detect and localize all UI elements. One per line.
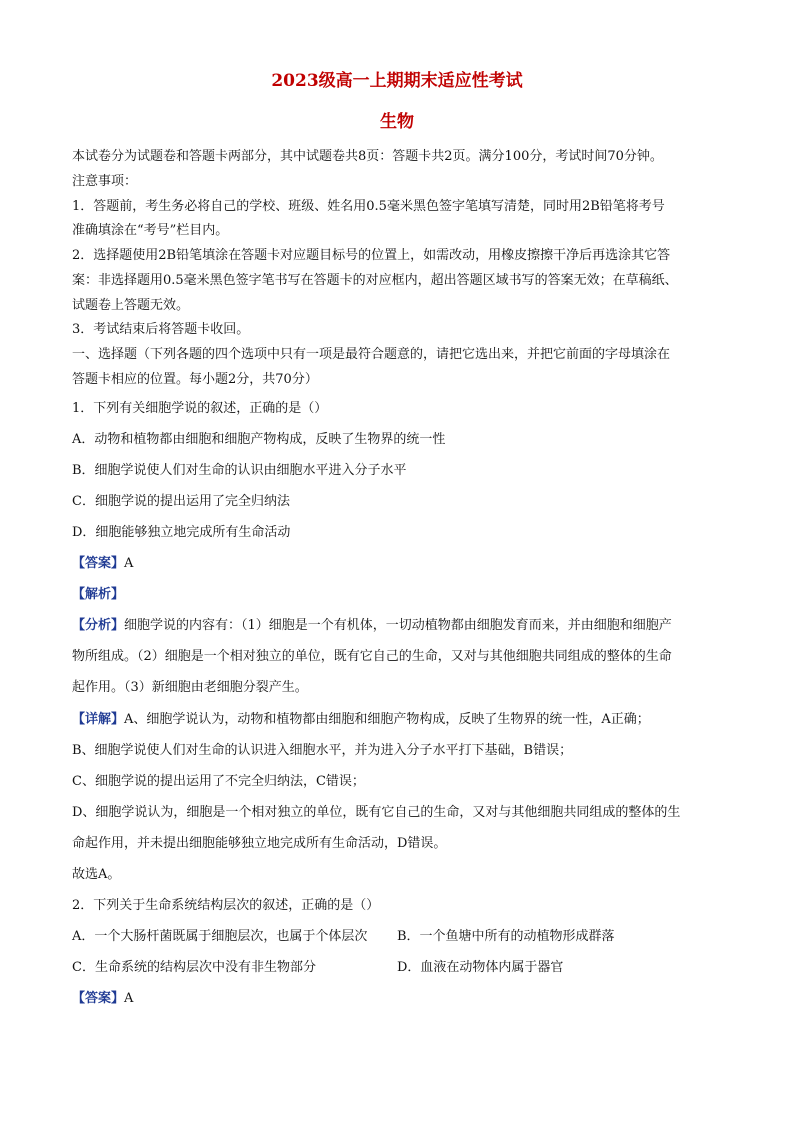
note3: 3．考试结束后将答题卡收回。 <box>72 322 250 337</box>
q1-detail-d-line2: 命起作用，并未提出细胞能够独立地完成所有生命活动，D错误。 <box>72 836 447 851</box>
answer-value: A <box>124 556 134 571</box>
q2-stem: 2．下列关于生命系统结构层次的叙述，正确的是（） <box>72 898 380 913</box>
answer-tag: 【答案】 <box>72 556 125 571</box>
q1-option-c: C．细胞学说的提出运用了完全归纳法 <box>72 494 290 509</box>
q1-option-a: A．动物和植物都由细胞和细胞产物构成，反映了生物界的统一性 <box>72 432 446 447</box>
q1-detail-c: C、细胞学说的提出运用了不完全归纳法，C错误； <box>72 774 365 789</box>
q1-answer <box>72 555 732 573</box>
note2-line2: 案：非选择题用0.5毫米黑色签字笔书写在答题卡的对应框内，超出答题区域书写的答案无效；在草稿纸、 <box>72 273 678 288</box>
q2-answer <box>72 990 732 1008</box>
note2-line3: 试题卷上答题无效。 <box>72 298 190 313</box>
fenxi-text: 细胞学说的内容有：（1）细胞是一个有机体，一切动植物都由细胞发育而来，并由细胞和细胞产 <box>124 618 672 633</box>
q1-conclusion: 故选A。 <box>72 867 121 882</box>
q1-fenxi-line1 <box>72 617 732 635</box>
q1-stem: 1．下列有关细胞学说的叙述，正确的是（） <box>72 401 328 416</box>
q1-detail-a <box>72 711 732 729</box>
notes-heading: 注意事项： <box>72 174 138 189</box>
exam-title: 2023级高一上期期末适应性考试 <box>271 71 523 91</box>
detail-tag: 【详解】 <box>72 712 125 727</box>
q1-option-b: B．细胞学说使人们对生命的认识由细胞水平进入分子水平 <box>72 463 407 478</box>
q1-detail-d-line1: D、细胞学说认为，细胞是一个相对独立的单位，既有它自己的生命，又对与其他细胞共同组成的整体的生 <box>72 805 681 820</box>
q2-option-d: D．血液在动物体内属于器官 <box>397 960 564 975</box>
q1-fenxi-line2: 物所组成。（2）细胞是一个相对独立的单位，既有它自己的生命，又对与其他细胞共同组成的整体的生命 <box>72 649 672 664</box>
note2-line1: 2．选择题使用2B铅笔填涂在答题卡对应题目标号的位置上，如需改动，用橡皮擦擦干净后再选涂其它答 <box>72 248 671 263</box>
q2-options-row2 <box>72 959 732 977</box>
analysis-tag: 【解析】 <box>72 587 125 602</box>
q2-options-row1 <box>72 928 732 946</box>
q1-analysis-heading <box>72 586 732 604</box>
instructions-intro: 本试卷分为试题卷和答题卡两部分，其中试题卷共8页：答题卡共2页。满分100分，考试时间70分钟。 <box>72 149 663 164</box>
q1-fenxi-line3: 起作用。（3）新细胞由老细胞分裂产生。 <box>72 680 308 695</box>
q1-detail-b: B、细胞学说使人们对生命的认识进入细胞水平，并为进入分子水平打下基础，B错误； <box>72 743 573 758</box>
note1-line1: 1．答题前，考生务必将自己的学校、班级、姓名用0.5毫米黑色签字笔填写清楚，同时用2B铅笔将考号 <box>72 199 665 214</box>
q2-option-c: C．生命系统的结构层次中没有非生物部分 <box>72 960 316 975</box>
q2-option-a: A．一个大肠杆菌既属于细胞层次，也属于个体层次 <box>72 929 368 944</box>
fenxi-tag: 【分析】 <box>72 618 125 633</box>
answer-value: A <box>124 991 134 1006</box>
detail-a-text: A、细胞学说认为，动物和植物都由细胞和细胞产物构成，反映了生物界的统一性，A正确； <box>124 712 650 727</box>
q1-option-d: D．细胞能够独立地完成所有生命活动 <box>72 525 291 540</box>
note1-line2: 准确填涂在“考号”栏目内。 <box>72 223 229 238</box>
subject-title: 生物 <box>380 112 414 132</box>
section1-heading-line2: 答题卡相应的位置。每小题2分，共70分） <box>72 372 318 387</box>
q2-option-b: B．一个鱼塘中所有的动植物形成群落 <box>397 929 615 944</box>
section1-heading-line1: 一、选择题（下列各题的四个选项中只有一项是最符合题意的，请把它选出来，并把它前面的字母填涂在 <box>72 347 671 362</box>
answer-tag: 【答案】 <box>72 991 125 1006</box>
